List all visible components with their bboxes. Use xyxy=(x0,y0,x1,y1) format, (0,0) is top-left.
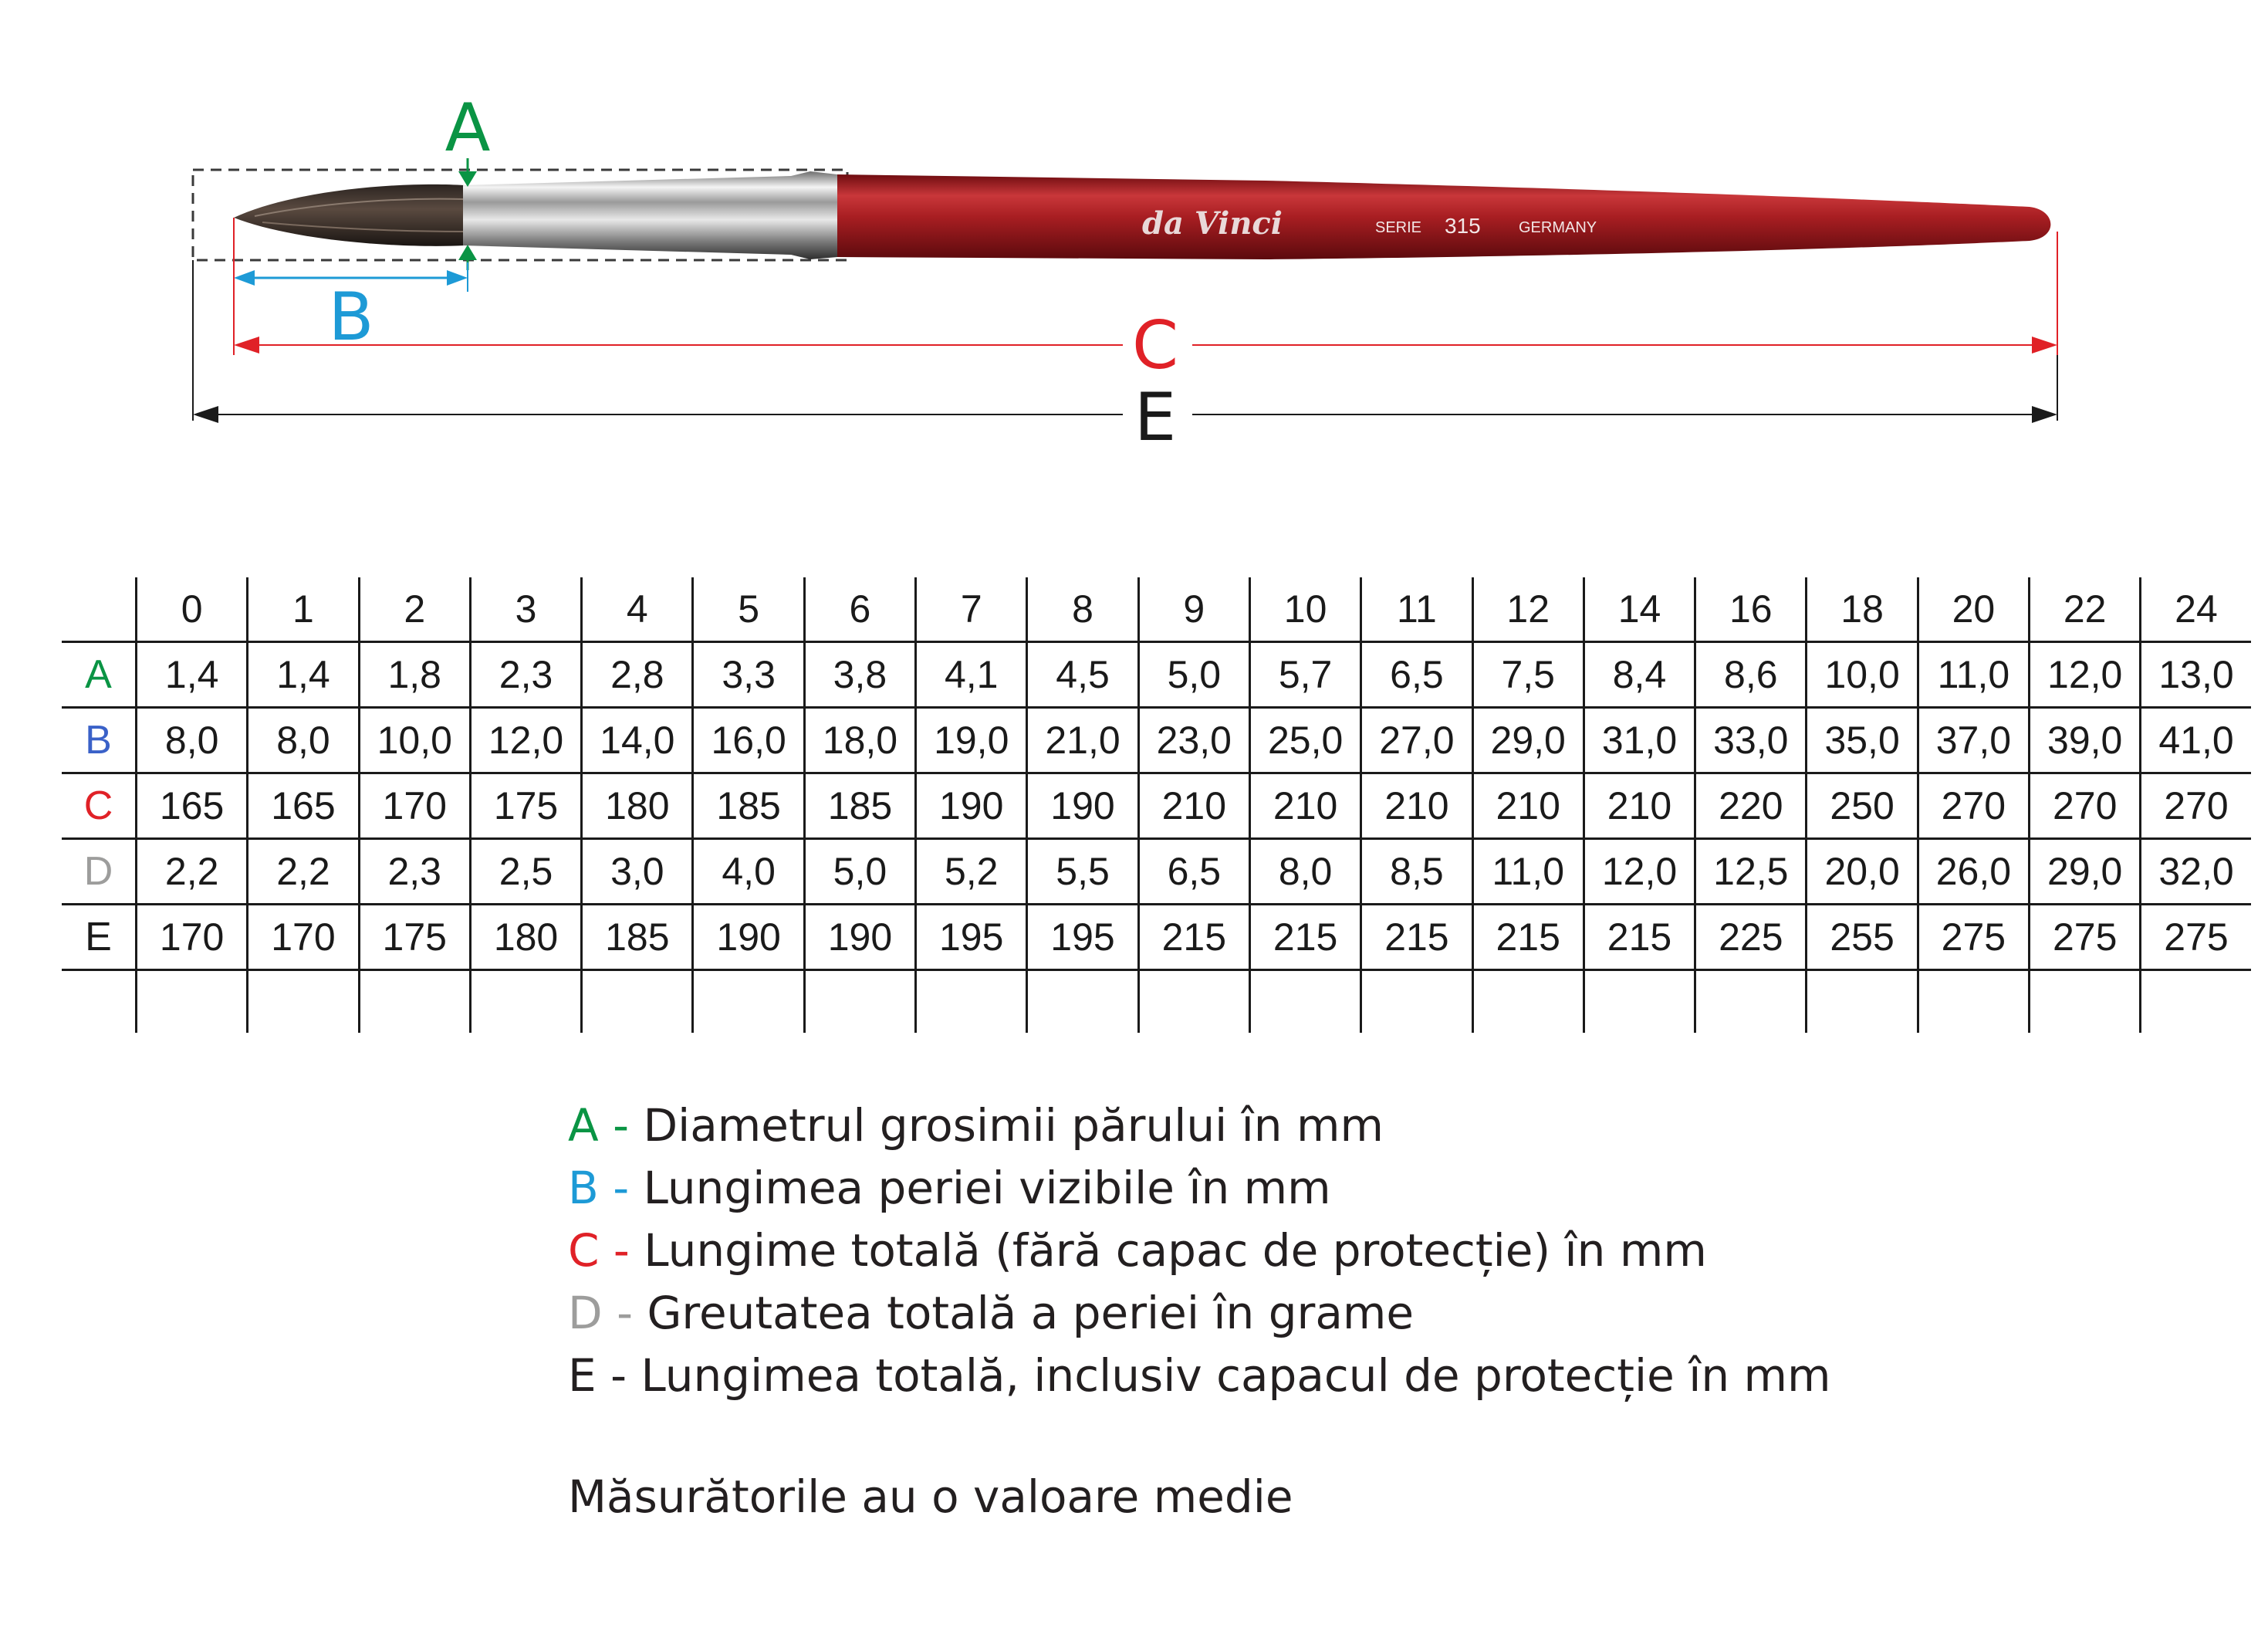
table-row-e xyxy=(62,905,2251,970)
size-header-18: 18 xyxy=(1807,577,1918,642)
row-label-c: C xyxy=(62,773,137,839)
row-label-d: D xyxy=(62,839,137,905)
table-cell: 2,3 xyxy=(470,642,581,708)
table-cell: 225 xyxy=(1695,905,1807,970)
table-cell: 5,0 xyxy=(1138,642,1249,708)
table-cell: 6,5 xyxy=(1361,642,1472,708)
table-cell: 31,0 xyxy=(1584,708,1695,773)
table-cell: 210 xyxy=(1138,773,1249,839)
table-cell: 180 xyxy=(470,905,581,970)
table-cell: 2,2 xyxy=(137,839,248,905)
legend-key: B - xyxy=(568,1162,630,1214)
table-cell: 190 xyxy=(916,773,1027,839)
size-header-14: 14 xyxy=(1584,577,1695,642)
table-blank-cell xyxy=(470,970,581,1034)
legend-key: A - xyxy=(568,1099,630,1152)
legend-text: Diametrul grosimii părului în mm xyxy=(629,1099,1384,1152)
table-cell: 255 xyxy=(1807,905,1918,970)
table-cell: 11,0 xyxy=(1472,839,1584,905)
legend-text: Lungimea periei vizibile în mm xyxy=(629,1162,1331,1214)
size-header-0: 0 xyxy=(137,577,248,642)
table-blank-cell xyxy=(1695,970,1807,1034)
size-header-row xyxy=(62,577,2251,642)
legend-key: D - xyxy=(568,1287,634,1339)
row-label-b: B xyxy=(62,708,137,773)
table-row-b xyxy=(62,708,2251,773)
table-cell: 32,0 xyxy=(2141,839,2251,905)
table-cell: 2,8 xyxy=(582,642,693,708)
table-blank-cell xyxy=(62,970,137,1034)
size-header-20: 20 xyxy=(1918,577,2029,642)
table-blank-cell xyxy=(1472,970,1584,1034)
legend-item xyxy=(568,1220,1831,1282)
table-cell: 165 xyxy=(248,773,359,839)
size-header-3: 3 xyxy=(470,577,581,642)
table-cell: 210 xyxy=(1472,773,1584,839)
table-cell: 185 xyxy=(693,773,804,839)
table-cell: 210 xyxy=(1584,773,1695,839)
size-header-16: 16 xyxy=(1695,577,1807,642)
label-a: A xyxy=(444,90,491,167)
table-cell: 23,0 xyxy=(1138,708,1249,773)
brush-ferrule xyxy=(463,171,837,259)
table-cell: 11,0 xyxy=(1918,642,2029,708)
table-cell: 250 xyxy=(1807,773,1918,839)
table-cell: 185 xyxy=(804,773,915,839)
table-blank-cell xyxy=(1027,970,1138,1034)
table-cell: 2,3 xyxy=(359,839,470,905)
table-cell: 190 xyxy=(804,905,915,970)
table-cell: 5,5 xyxy=(1027,839,1138,905)
table-cell: 41,0 xyxy=(2141,708,2251,773)
legend-item xyxy=(568,1157,1831,1220)
table-cell: 275 xyxy=(1918,905,2029,970)
brush-size-table xyxy=(62,577,2251,1033)
legend-text: Lungime totală (fără capac de protecție) în mm xyxy=(629,1224,1707,1277)
table-cell: 5,2 xyxy=(916,839,1027,905)
table-cell: 20,0 xyxy=(1807,839,1918,905)
table-cell: 210 xyxy=(1249,773,1360,839)
legend-key: C - xyxy=(568,1224,630,1277)
size-header-12: 12 xyxy=(1472,577,1584,642)
table-cell: 18,0 xyxy=(804,708,915,773)
brush-hair xyxy=(234,184,465,246)
table-blank-cell xyxy=(1361,970,1472,1034)
table-cell: 170 xyxy=(248,905,359,970)
table-cell: 170 xyxy=(359,773,470,839)
table-blank-cell xyxy=(1584,970,1695,1034)
table-cell: 190 xyxy=(1027,773,1138,839)
table-blank-cell xyxy=(1807,970,1918,1034)
table-cell: 1,4 xyxy=(248,642,359,708)
dimension-e xyxy=(193,260,2057,456)
table-cell: 29,0 xyxy=(1472,708,1584,773)
table-cell: 19,0 xyxy=(916,708,1027,773)
table-cell: 215 xyxy=(1584,905,1695,970)
table-blank-cell xyxy=(1138,970,1249,1034)
brand-logo: da Vinci xyxy=(1142,205,1283,242)
size-header-24: 24 xyxy=(2141,577,2251,642)
table-cell: 10,0 xyxy=(359,708,470,773)
row-label-a: A xyxy=(62,642,137,708)
table-cell: 14,0 xyxy=(582,708,693,773)
table-cell: 8,5 xyxy=(1361,839,1472,905)
brush-dimension-diagram xyxy=(0,0,2268,502)
table-cell: 270 xyxy=(2030,773,2141,839)
table-cell: 5,7 xyxy=(1249,642,1360,708)
size-header-8: 8 xyxy=(1027,577,1138,642)
table-cell: 215 xyxy=(1138,905,1249,970)
size-header-2: 2 xyxy=(359,577,470,642)
table-row-d xyxy=(62,839,2251,905)
size-header-6: 6 xyxy=(804,577,915,642)
paint-brush-icon xyxy=(193,170,2050,260)
table-blank-cell xyxy=(2030,970,2141,1034)
table-cell: 215 xyxy=(1249,905,1360,970)
table-cell: 25,0 xyxy=(1249,708,1360,773)
table-cell: 270 xyxy=(1918,773,2029,839)
table-cell: 210 xyxy=(1361,773,1472,839)
label-b: B xyxy=(328,279,374,356)
table-cell: 12,0 xyxy=(1584,839,1695,905)
handle-serie-text: SERIE xyxy=(1375,219,1422,236)
legend xyxy=(568,1095,1831,1407)
table-cell: 12,0 xyxy=(2030,642,2141,708)
row-label-e: E xyxy=(62,905,137,970)
table-cell: 270 xyxy=(2141,773,2251,839)
handle-number-text: 315 xyxy=(1445,214,1481,238)
size-header-1: 1 xyxy=(248,577,359,642)
table-cell: 220 xyxy=(1695,773,1807,839)
table-cell: 275 xyxy=(2030,905,2141,970)
table-cell: 190 xyxy=(693,905,804,970)
table-blank-cell xyxy=(916,970,1027,1034)
table-row-c xyxy=(62,773,2251,839)
table-cell: 2,2 xyxy=(248,839,359,905)
label-c: C xyxy=(1131,307,1179,384)
table-cell: 215 xyxy=(1472,905,1584,970)
table-blank-cell xyxy=(248,970,359,1034)
table-cell: 12,5 xyxy=(1695,839,1807,905)
table-cell: 2,5 xyxy=(470,839,581,905)
table-cell: 175 xyxy=(470,773,581,839)
table-cell: 4,1 xyxy=(916,642,1027,708)
table-cell: 215 xyxy=(1361,905,1472,970)
table-cell: 3,8 xyxy=(804,642,915,708)
table-cell: 10,0 xyxy=(1807,642,1918,708)
table-cell: 8,4 xyxy=(1584,642,1695,708)
table-cell: 170 xyxy=(137,905,248,970)
table-cell: 4,0 xyxy=(693,839,804,905)
table-cell: 27,0 xyxy=(1361,708,1472,773)
table-cell: 16,0 xyxy=(693,708,804,773)
legend-item xyxy=(568,1345,1831,1407)
table-cell: 4,5 xyxy=(1027,642,1138,708)
table-cell: 8,0 xyxy=(137,708,248,773)
table-row-a xyxy=(62,642,2251,708)
table-cell: 185 xyxy=(582,905,693,970)
table-cell: 33,0 xyxy=(1695,708,1807,773)
table-cell: 8,6 xyxy=(1695,642,1807,708)
size-header-7: 7 xyxy=(916,577,1027,642)
measurement-note: Măsurătorile au o valoare medie xyxy=(568,1470,1293,1523)
table-cell: 3,3 xyxy=(693,642,804,708)
table-blank-cell xyxy=(359,970,470,1034)
table-blank-cell xyxy=(1249,970,1360,1034)
table-cell: 6,5 xyxy=(1138,839,1249,905)
table-cell: 37,0 xyxy=(1918,708,2029,773)
table-blank-cell xyxy=(1918,970,2029,1034)
table-cell: 175 xyxy=(359,905,470,970)
table-corner xyxy=(62,577,137,642)
table-cell: 8,0 xyxy=(1249,839,1360,905)
legend-item xyxy=(568,1282,1831,1345)
table-blank-cell xyxy=(2141,970,2251,1034)
handle-origin-text: GERMANY xyxy=(1519,219,1597,236)
table-blank-row xyxy=(62,970,2251,1034)
table-cell: 12,0 xyxy=(470,708,581,773)
table-cell: 165 xyxy=(137,773,248,839)
table-cell: 275 xyxy=(2141,905,2251,970)
table-blank-cell xyxy=(582,970,693,1034)
table-cell: 35,0 xyxy=(1807,708,1918,773)
table-cell: 195 xyxy=(916,905,1027,970)
table-cell: 3,0 xyxy=(582,839,693,905)
table-blank-cell xyxy=(804,970,915,1034)
size-header-10: 10 xyxy=(1249,577,1360,642)
legend-key: E - xyxy=(568,1349,627,1402)
legend-text: Lungimea totală, inclusiv capacul de protecție în mm xyxy=(627,1349,1831,1402)
table-cell: 1,4 xyxy=(137,642,248,708)
table-cell: 39,0 xyxy=(2030,708,2141,773)
table-blank-cell xyxy=(137,970,248,1034)
label-e: E xyxy=(1134,379,1177,456)
legend-item xyxy=(568,1095,1831,1157)
table-blank-cell xyxy=(693,970,804,1034)
table-cell: 26,0 xyxy=(1918,839,2029,905)
table-cell: 5,0 xyxy=(804,839,915,905)
table-cell: 7,5 xyxy=(1472,642,1584,708)
table-cell: 195 xyxy=(1027,905,1138,970)
table-cell: 1,8 xyxy=(359,642,470,708)
size-header-5: 5 xyxy=(693,577,804,642)
table-cell: 21,0 xyxy=(1027,708,1138,773)
size-header-22: 22 xyxy=(2030,577,2141,642)
table-cell: 29,0 xyxy=(2030,839,2141,905)
size-header-11: 11 xyxy=(1361,577,1472,642)
table-cell: 8,0 xyxy=(248,708,359,773)
table-cell: 180 xyxy=(582,773,693,839)
table-cell: 13,0 xyxy=(2141,642,2251,708)
size-header-4: 4 xyxy=(582,577,693,642)
legend-text: Greutatea totală a periei în grame xyxy=(633,1287,1415,1339)
size-header-9: 9 xyxy=(1138,577,1249,642)
